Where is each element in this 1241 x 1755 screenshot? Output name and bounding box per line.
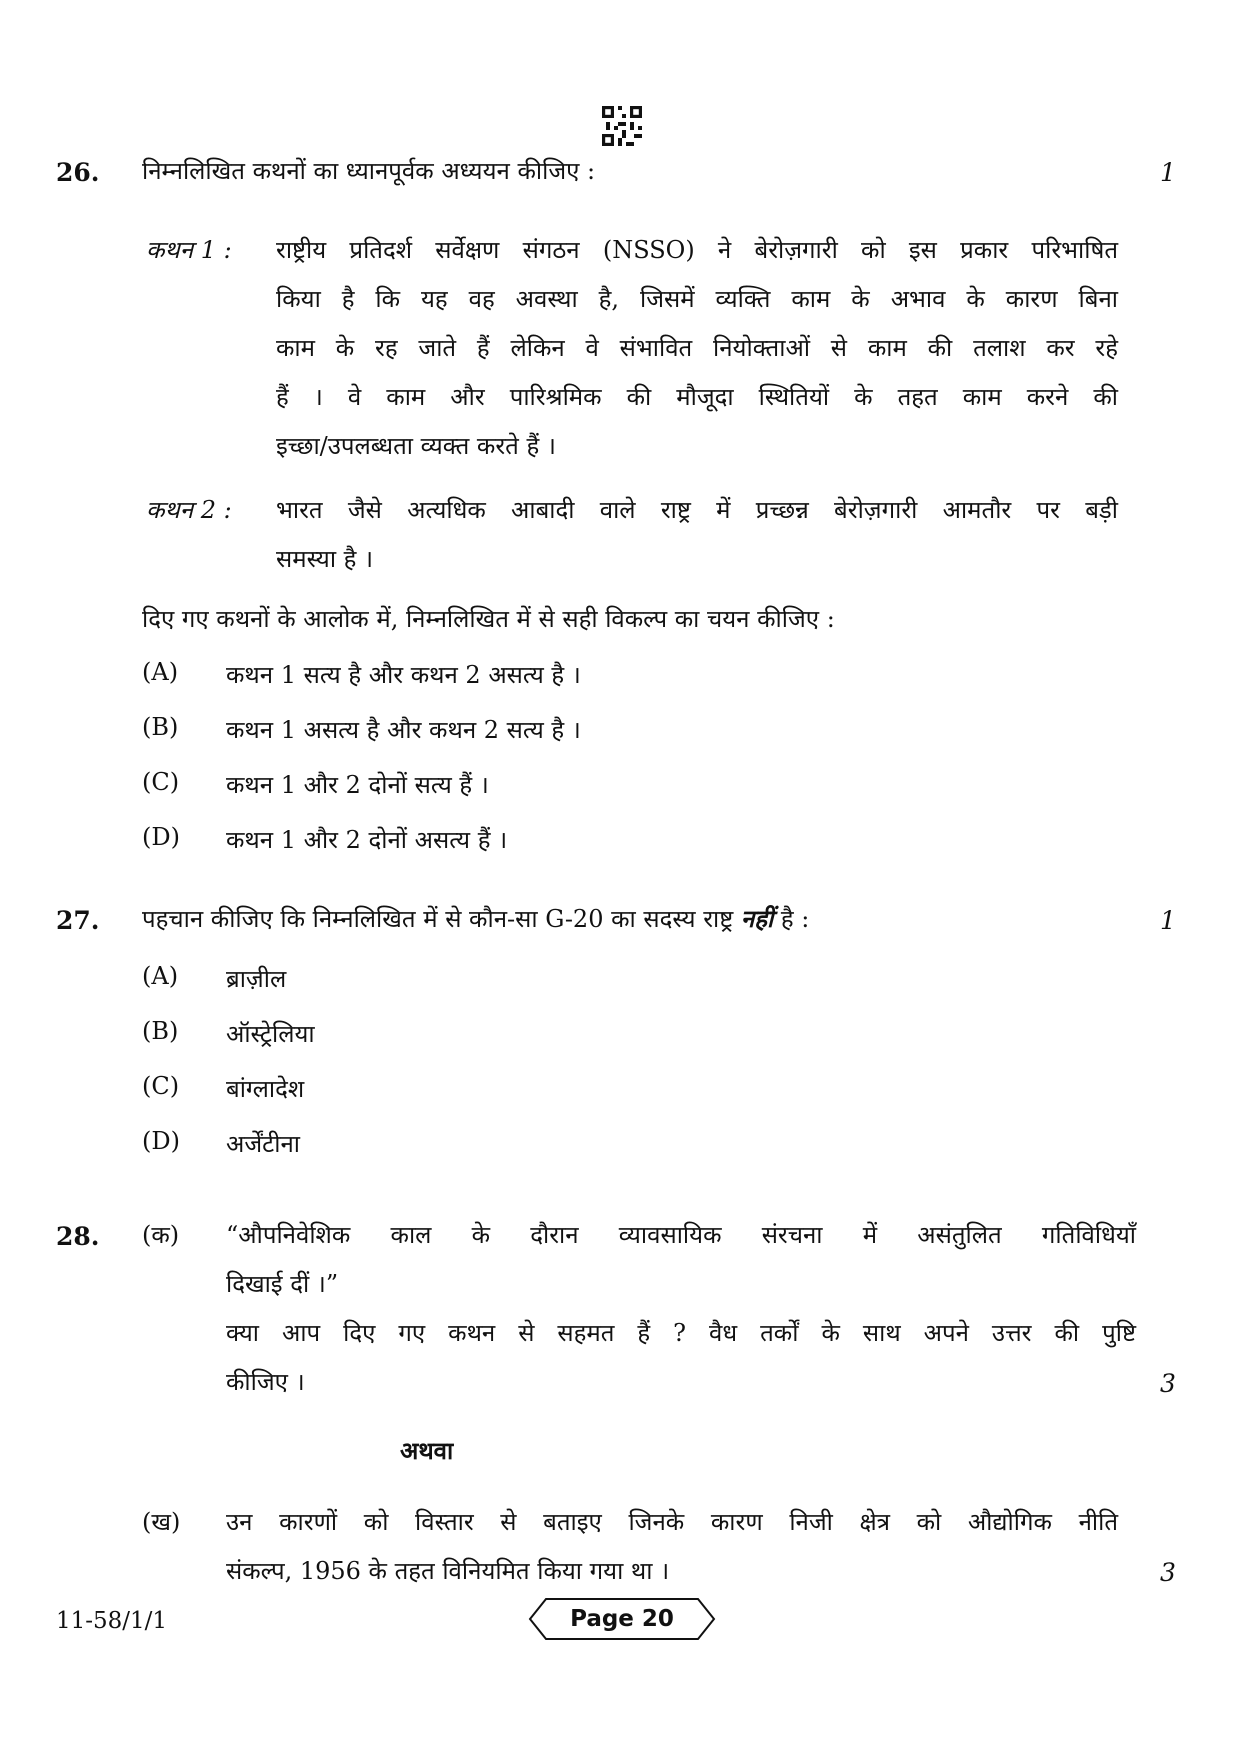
or-divider: अथवा [400, 1436, 454, 1465]
part-a-line: दिखाई दीं ।” [226, 1270, 339, 1298]
statement-1-label: कथन 1 : [146, 236, 232, 264]
page-number: Page 20 [570, 1606, 674, 1632]
question-stem-before: पहचान कीजिए कि निम्नलिखित में से कौन-सा G-20 का सदस्य राष्ट्र [142, 905, 734, 933]
question-marks: 1 [1160, 906, 1176, 935]
option-letter: (A) [142, 658, 179, 686]
option-letter: (A) [142, 962, 179, 990]
option-letter: (C) [142, 1072, 180, 1100]
option-letter: (D) [142, 1127, 180, 1155]
statement-1-line: राष्ट्रीय प्रतिदर्श सर्वेक्षण संगठन (NSSO) ने बेरोज़गारी को इस प्रकार परिभाषित [276, 236, 1118, 264]
question-number: 27. [56, 906, 100, 935]
question-instruction: दिए गए कथनों के आलोक में, निम्नलिखित में से सही विकल्प का चयन कीजिए : [142, 605, 835, 633]
statement-1-line: काम के रह जाते हैं लेकिन वे संभावित नियोक्ताओं से काम की तलाश कर रहे [276, 334, 1118, 362]
part-b-label: (ख) [142, 1508, 181, 1536]
option-text: कथन 1 असत्य है और कथन 2 सत्य है । [226, 716, 581, 744]
option-text: बांग्लादेश [226, 1075, 305, 1103]
part-a-line: “औपनिवेशिक काल के दौरान व्यावसायिक संरचना में असंतुलित गतिविधियाँ [226, 1221, 1136, 1249]
question-stem: निम्नलिखित कथनों का ध्यानपूर्वक अध्ययन कीजिए : [142, 157, 596, 185]
part-b-marks: 3 [1160, 1558, 1176, 1587]
option-text: ब्राज़ील [226, 965, 287, 993]
option-letter: (B) [142, 713, 179, 741]
option-letter: (D) [142, 823, 180, 851]
statement-1-line: हैं । वे काम और पारिश्रमिक की मौजूदा स्थितियों के तहत काम करने की [276, 383, 1118, 411]
part-a-label: (क) [142, 1221, 180, 1249]
question-number: 28. [56, 1222, 100, 1251]
part-a-line: कीजिए । [226, 1368, 305, 1396]
option-letter: (B) [142, 1017, 179, 1045]
part-b-line: संकल्प, 1956 के तहत विनियमित किया गया था । [226, 1557, 670, 1585]
question-number: 26. [56, 158, 100, 187]
statement-1-line: किया है कि यह वह अवस्था है, जिसमें व्यक्ति काम के अभाव के कारण बिना [276, 285, 1118, 313]
part-a-line: क्या आप दिए गए कथन से सहमत हैं ? वैध तर्कों के साथ अपने उत्तर की पुष्टि [226, 1319, 1136, 1347]
statement-2-line: समस्या है । [276, 545, 374, 573]
question-stem [142, 904, 809, 934]
question-marks: 1 [1160, 158, 1176, 187]
statement-1-line: इच्छा/उपलब्धता व्यक्त करते हैं । [276, 432, 556, 460]
part-b-line: उन कारणों को विस्तार से बताइए जिनके कारण निजी क्षेत्र को औद्योगिक नीति [226, 1508, 1118, 1536]
option-text: कथन 1 और 2 दोनों असत्य हैं । [226, 826, 508, 854]
option-letter: (C) [142, 768, 180, 796]
paper-code: 11-58/1/1 [56, 1608, 168, 1634]
option-text: ऑस्ट्रेलिया [226, 1020, 315, 1048]
option-text: कथन 1 सत्य है और कथन 2 असत्य है । [226, 661, 581, 689]
option-text: अर्जेंटीना [226, 1130, 300, 1158]
qr-code-icon [602, 106, 642, 146]
page-number-tag [528, 1597, 716, 1641]
question-stem-emphasis: नहीं [740, 904, 774, 933]
question-stem-after: है : [780, 905, 810, 933]
part-a-marks: 3 [1160, 1369, 1176, 1398]
option-text: कथन 1 और 2 दोनों सत्य हैं । [226, 771, 489, 799]
statement-2-line: भारत जैसे अत्यधिक आबादी वाले राष्ट्र में प्रच्छन्न बेरोज़गारी आमतौर पर बड़ी [276, 496, 1118, 524]
statement-2-label: कथन 2 : [146, 496, 232, 524]
